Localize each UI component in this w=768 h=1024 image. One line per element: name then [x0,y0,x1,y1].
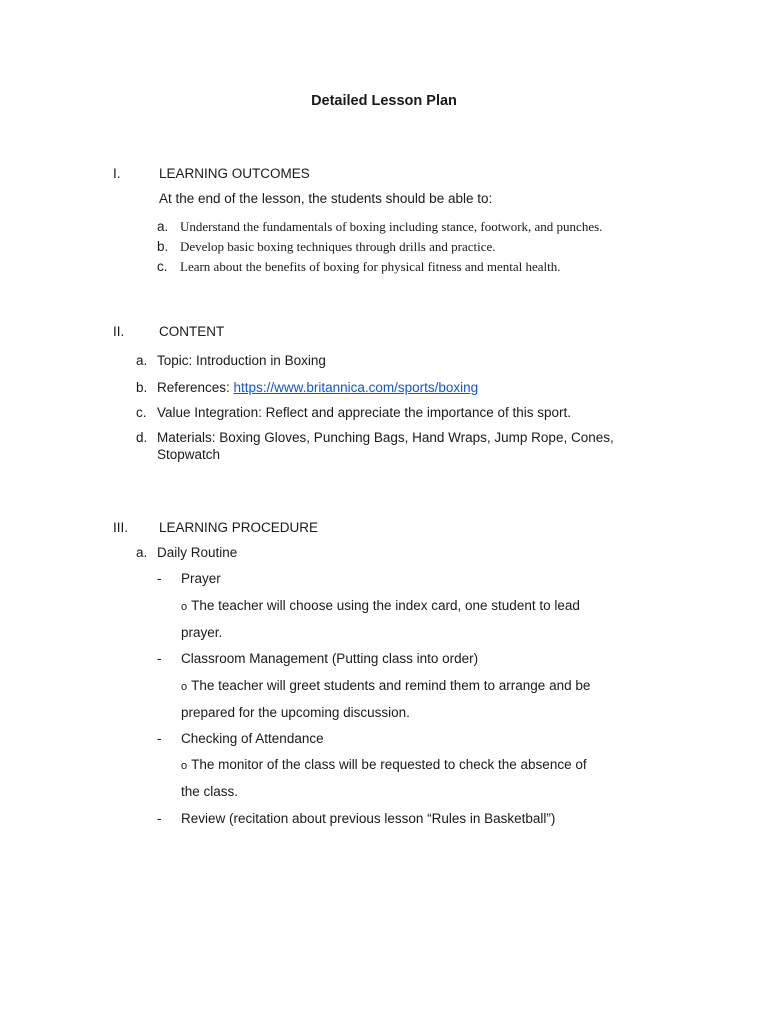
references-link[interactable]: https://www.britannica.com/sports/boxing [233,380,479,395]
procedure-letter: a. [136,545,148,560]
step-dash: - [157,811,162,826]
outcome-item: Understand the fundamentals of boxing including stance, footwork, and punches. [180,219,603,234]
step-prayer: Prayer [181,571,221,586]
content-letter: a. [136,353,148,368]
outcomes-intro: At the end of the lesson, the students should be able to: [159,191,493,206]
bullet-glyph: o [181,681,188,693]
outcome-letter: a. [157,219,169,234]
document-title: Detailed Lesson Plan [311,93,457,109]
bullet-glyph: o [181,760,188,772]
section-2-heading: CONTENT [159,324,225,339]
section-3-heading: LEARNING PROCEDURE [159,520,319,535]
step-classroom-management-detail-line2: prepared for the upcoming discussion. [181,705,410,720]
step-dash: - [157,731,162,746]
content-materials-line2: Stopwatch [157,447,221,462]
content-topic: Topic: Introduction in Boxing [157,353,326,368]
step-attendance-detail-line1: o The monitor of the class will be requested to check the absence of [181,757,587,772]
step-attendance-detail-line2: the class. [181,784,239,799]
step-review: Review (recitation about previous lesson “Rules in Basketball”) [181,811,556,826]
step-classroom-management-detail-line1: o The teacher will greet students and remind them to arrange and be [181,678,591,693]
step-classroom-management: Classroom Management (Putting class into order) [181,651,479,666]
daily-routine-label: Daily Routine [157,545,238,560]
step-attendance: Checking of Attendance [181,731,324,746]
step-dash: - [157,571,162,586]
content-references [157,380,478,395]
content-value-integration: Value Integration: Reflect and appreciate the importance of this sport. [157,405,571,420]
section-3-numeral: III. [113,520,129,535]
step-prayer-detail-line2: prayer. [181,625,223,640]
section-1-heading: LEARNING OUTCOMES [159,166,310,181]
step-dash: - [157,651,162,666]
step-prayer-detail-line1: o The teacher will choose using the index card, one student to lead [181,598,580,613]
content-letter: b. [136,380,148,395]
outcome-letter: b. [157,239,169,254]
bullet-glyph: o [181,601,188,613]
section-1-numeral: I. [113,166,121,181]
outcome-item: Develop basic boxing techniques through drills and practice. [180,239,496,254]
content-letter: c. [136,405,147,420]
outcome-letter: c. [157,259,168,274]
references-label: References: [157,380,234,395]
content-materials-line1: Materials: Boxing Gloves, Punching Bags, Hand Wraps, Jump Rope, Cones, [157,430,614,445]
outcome-item: Learn about the benefits of boxing for physical fitness and mental health. [180,259,561,274]
content-letter: d. [136,430,148,445]
section-2-numeral: II. [113,324,125,339]
